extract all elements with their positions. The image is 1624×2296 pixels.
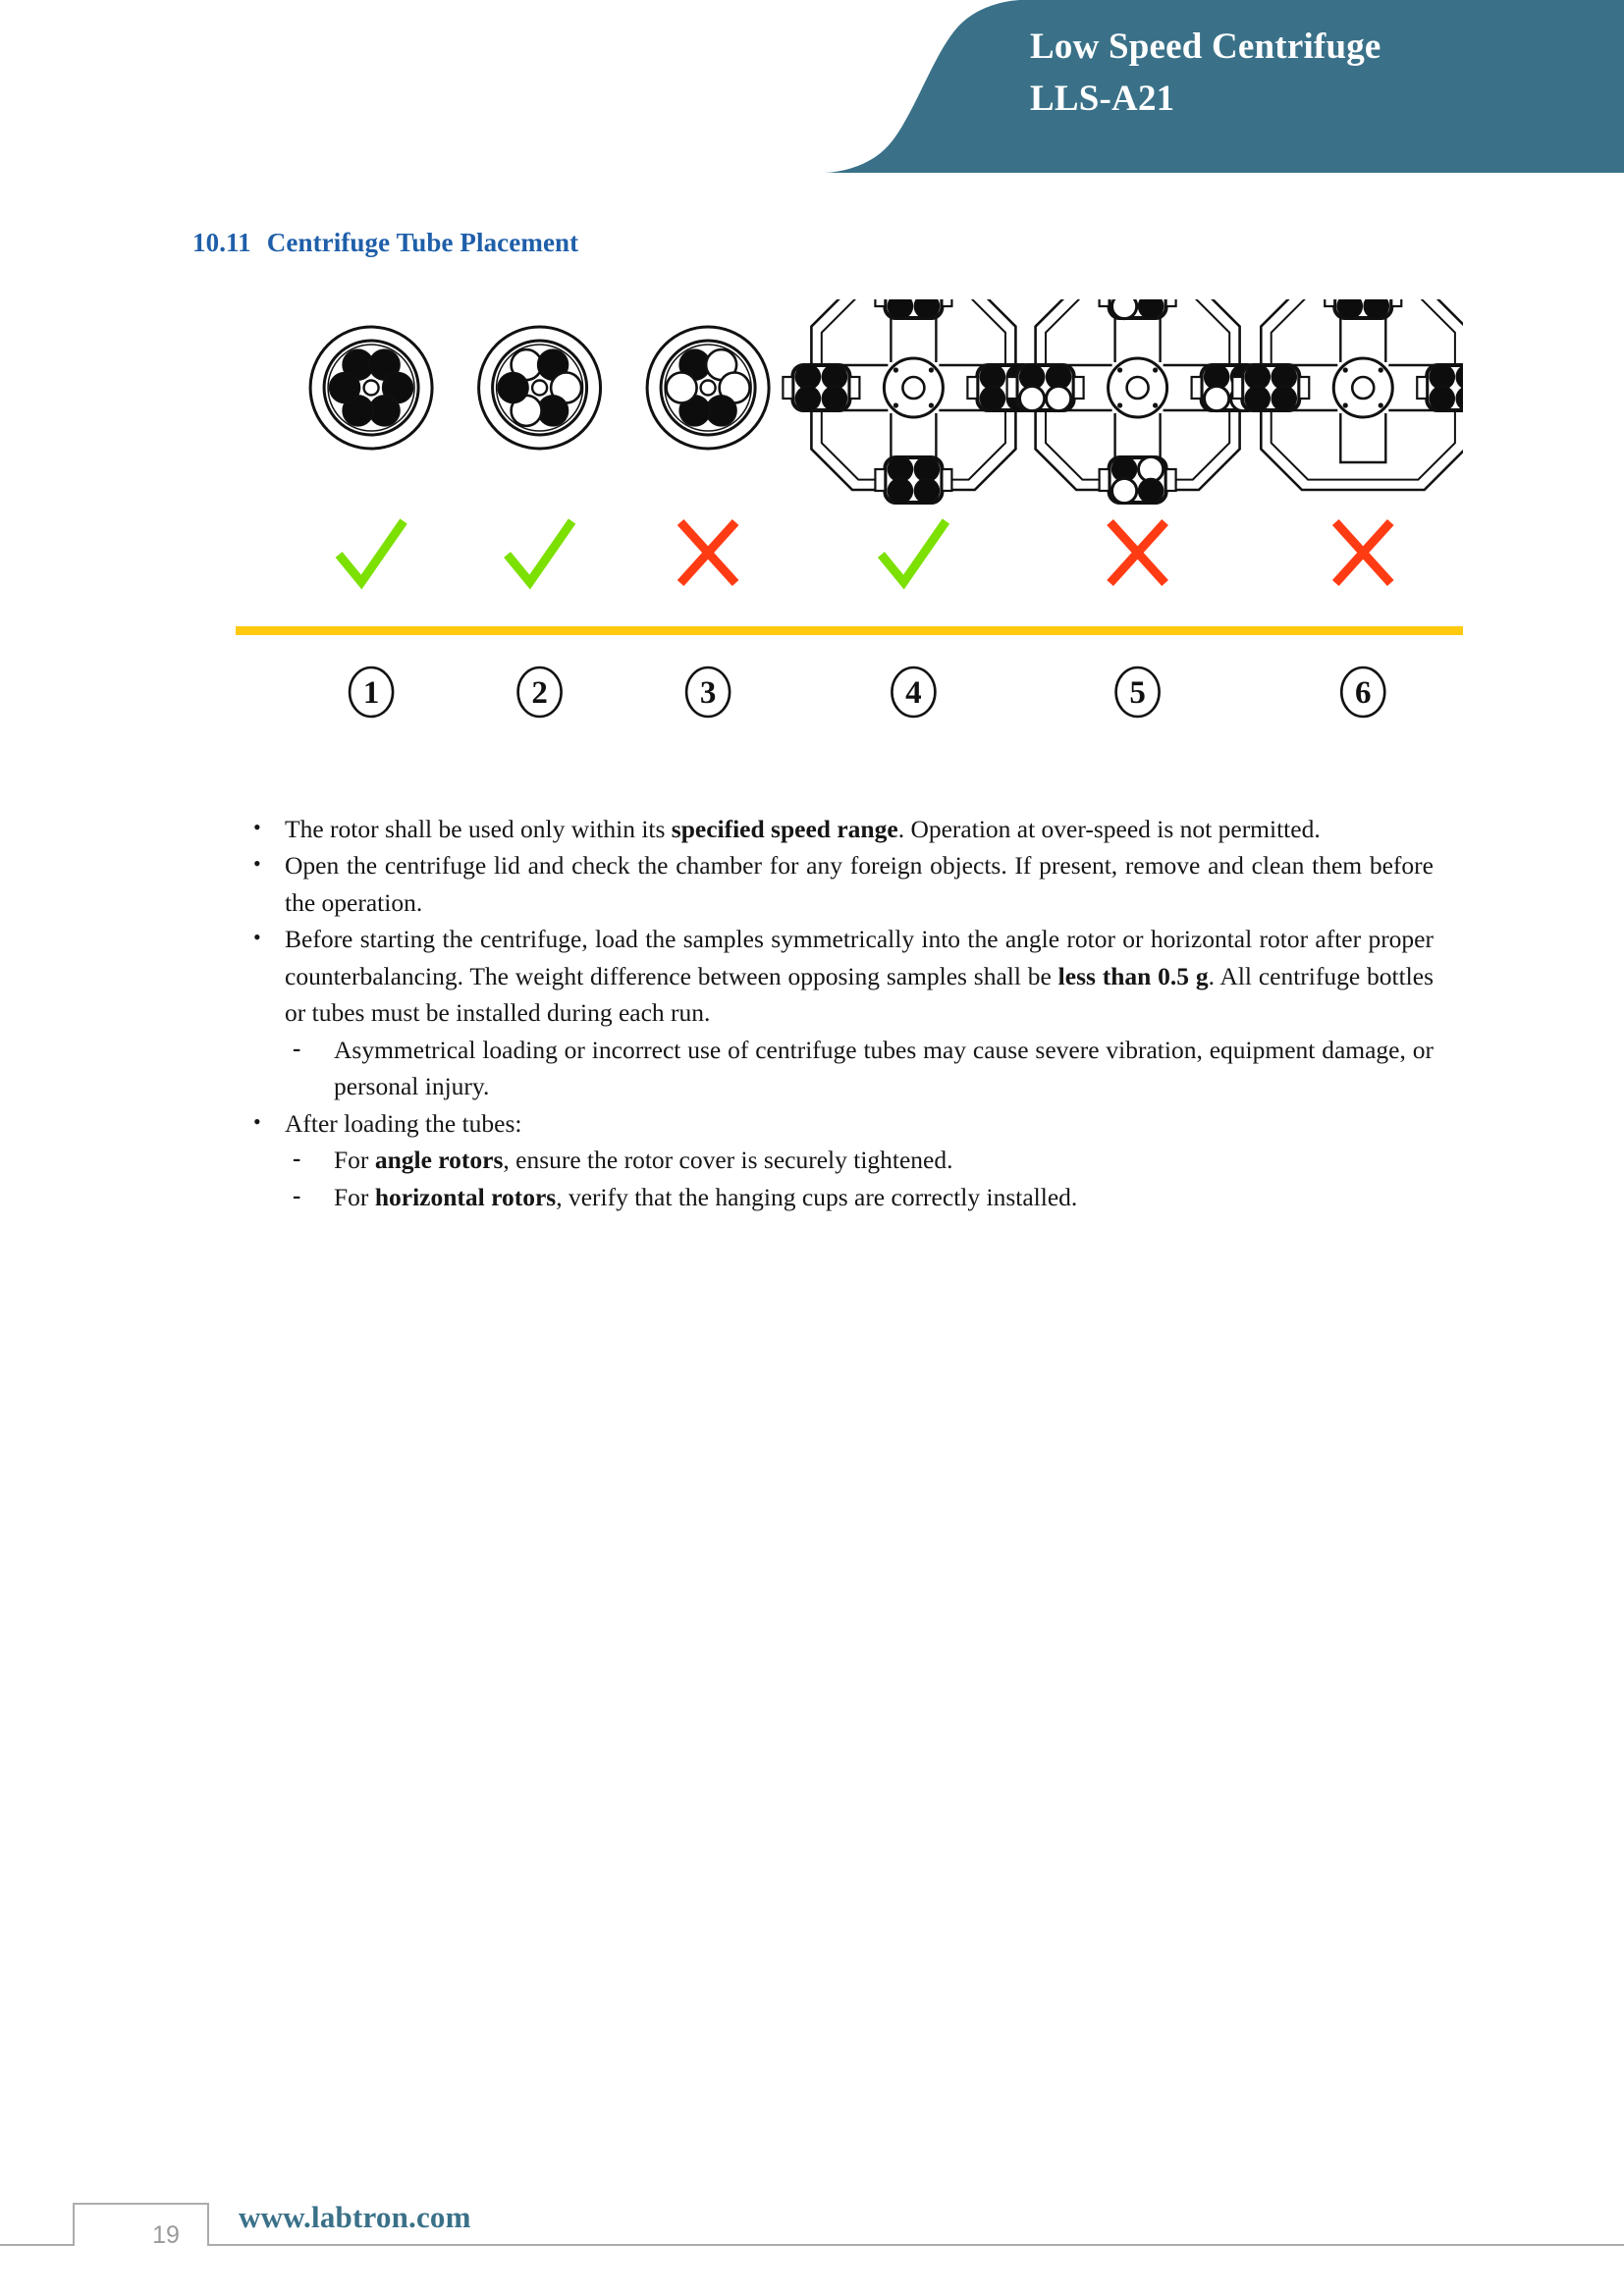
rotor-bucket <box>1007 364 1084 410</box>
rotor-bucket <box>1325 299 1401 319</box>
page-number: 19 <box>152 2221 180 2249</box>
section-title: Centrifuge Tube Placement <box>266 228 579 257</box>
rotor-bucket <box>783 364 859 410</box>
tube-slot <box>330 373 360 403</box>
tube-slot <box>667 373 697 403</box>
check-icon <box>508 521 572 582</box>
page-header <box>0 0 1624 187</box>
rotor-2 <box>479 327 601 449</box>
section-number: 10.11 <box>192 228 251 257</box>
tube-slot <box>888 299 912 319</box>
figure-number <box>686 667 730 717</box>
tube-slot <box>498 373 528 403</box>
figure-number <box>518 667 562 717</box>
plain-text: For <box>334 1146 375 1175</box>
svg-text:1: 1 <box>362 675 380 711</box>
svg-text:6: 6 <box>1355 675 1372 711</box>
tube-slot <box>1047 386 1071 410</box>
instruction-text <box>285 811 1434 847</box>
rotor-bucket <box>1417 364 1463 410</box>
footer-website-link[interactable]: www.labtron.com <box>239 2200 471 2234</box>
svg-text:4: 4 <box>905 675 922 711</box>
tube-slot <box>1364 299 1388 319</box>
plain-text: The rotor shall be used only within its <box>285 815 672 843</box>
emphasis-text: less than 0.5 g <box>1057 961 1209 990</box>
bullet-item <box>236 1105 1434 1142</box>
product-title: Low Speed Centrifuge <box>1030 27 1381 67</box>
tube-slot <box>1112 299 1137 319</box>
tube-slot <box>1112 478 1137 503</box>
cross-icon <box>1110 522 1165 583</box>
tube-slot <box>1245 386 1270 410</box>
tube-slot <box>1139 299 1164 319</box>
rotor-bucket <box>1100 456 1176 503</box>
tube-slot <box>914 478 939 503</box>
emphasis-text: horizontal rotors <box>374 1182 557 1211</box>
plain-text: Before starting the centrifuge, load the samples symmetrically into the angle rotor or horizontal rotor after proper counterbalancing. The weight difference between opposing samples shall be <box>285 925 1434 990</box>
dash-glyph: - <box>293 1035 301 1062</box>
rotor-bucket <box>875 299 951 319</box>
bullet-glyph: • <box>253 1108 261 1134</box>
rotor-1 <box>310 327 432 449</box>
bullet-item <box>236 811 1434 847</box>
tube-slot <box>1205 386 1229 410</box>
plain-text: , verify that the hanging cups are correctly installed. <box>556 1182 1078 1211</box>
dash-glyph: - <box>293 1182 301 1209</box>
page-footer <box>0 2159 1624 2296</box>
section-heading <box>192 228 578 258</box>
rotor-4 <box>783 299 1044 504</box>
instruction-text <box>285 847 1434 921</box>
tube-slot <box>1337 299 1362 319</box>
tube-slot <box>1139 478 1164 503</box>
cross-icon <box>1335 522 1390 583</box>
instructions-list <box>236 811 1434 1215</box>
check-icon <box>339 521 404 582</box>
bullet-glyph: • <box>253 851 261 877</box>
figure-number <box>350 667 393 717</box>
rotor-bucket <box>875 456 951 503</box>
instruction-text <box>334 1179 1434 1215</box>
figure-number <box>1116 667 1160 717</box>
tube-slot <box>1430 386 1454 410</box>
tube-slot <box>980 386 1004 410</box>
instruction-text <box>334 1032 1434 1105</box>
instruction-text <box>334 1142 1434 1178</box>
plain-text: For <box>334 1182 375 1211</box>
rotor-bucket <box>1232 364 1309 410</box>
tube-slot <box>888 478 912 503</box>
cross-icon <box>680 522 735 583</box>
bullet-item <box>236 847 1434 921</box>
tube-slot <box>795 386 820 410</box>
rotor-5 <box>1007 299 1269 504</box>
figure-number <box>1341 667 1384 717</box>
figure-divider <box>236 626 1463 635</box>
plain-text: Open the centrifuge lid and check the chamber for any foreign objects. If present, remove and clean them before the operation. <box>285 851 1434 917</box>
plain-text: , ensure the rotor cover is securely tightened. <box>503 1146 953 1175</box>
rotor-3 <box>647 327 769 449</box>
product-model: LLS-A21 <box>1030 78 1175 119</box>
rotor-bucket <box>1100 299 1176 319</box>
plain-text: Asymmetrical loading or incorrect use of centrifuge tubes may cause severe vibration, equipment damage, or personal injury. <box>334 1035 1434 1101</box>
tube-slot <box>822 386 846 410</box>
emphasis-text: angle rotors <box>374 1146 504 1175</box>
sub-bullet-item <box>285 1179 1434 1215</box>
tube-slot <box>1272 386 1296 410</box>
plain-text: After loading the tubes: <box>285 1108 522 1138</box>
bullet-glyph: • <box>253 815 261 839</box>
dash-glyph: - <box>293 1146 301 1173</box>
tube-placement-figure <box>236 299 1463 761</box>
emphasis-text: specified speed range <box>671 815 898 843</box>
tube-slot <box>914 299 939 319</box>
plain-text: . All centrifuge bottles or tubes must be installed during each run. <box>285 961 1434 1028</box>
rotor-6 <box>1232 299 1463 490</box>
figure-number <box>892 667 935 717</box>
sub-bullet-item <box>285 1032 1434 1105</box>
instruction-text <box>285 1105 1434 1142</box>
plain-text: . Operation at over-speed is not permitted. <box>897 815 1321 843</box>
svg-text:5: 5 <box>1129 675 1146 711</box>
svg-text:2: 2 <box>531 675 548 711</box>
figure-svg <box>236 299 1463 761</box>
header-title-group <box>1030 22 1541 125</box>
sub-bullet-item <box>285 1142 1434 1178</box>
svg-text:3: 3 <box>699 675 717 711</box>
bullet-glyph: • <box>253 925 261 950</box>
check-icon <box>881 521 946 582</box>
tube-slot <box>1020 386 1045 410</box>
bullet-item <box>236 921 1434 1031</box>
instruction-text <box>285 921 1434 1031</box>
